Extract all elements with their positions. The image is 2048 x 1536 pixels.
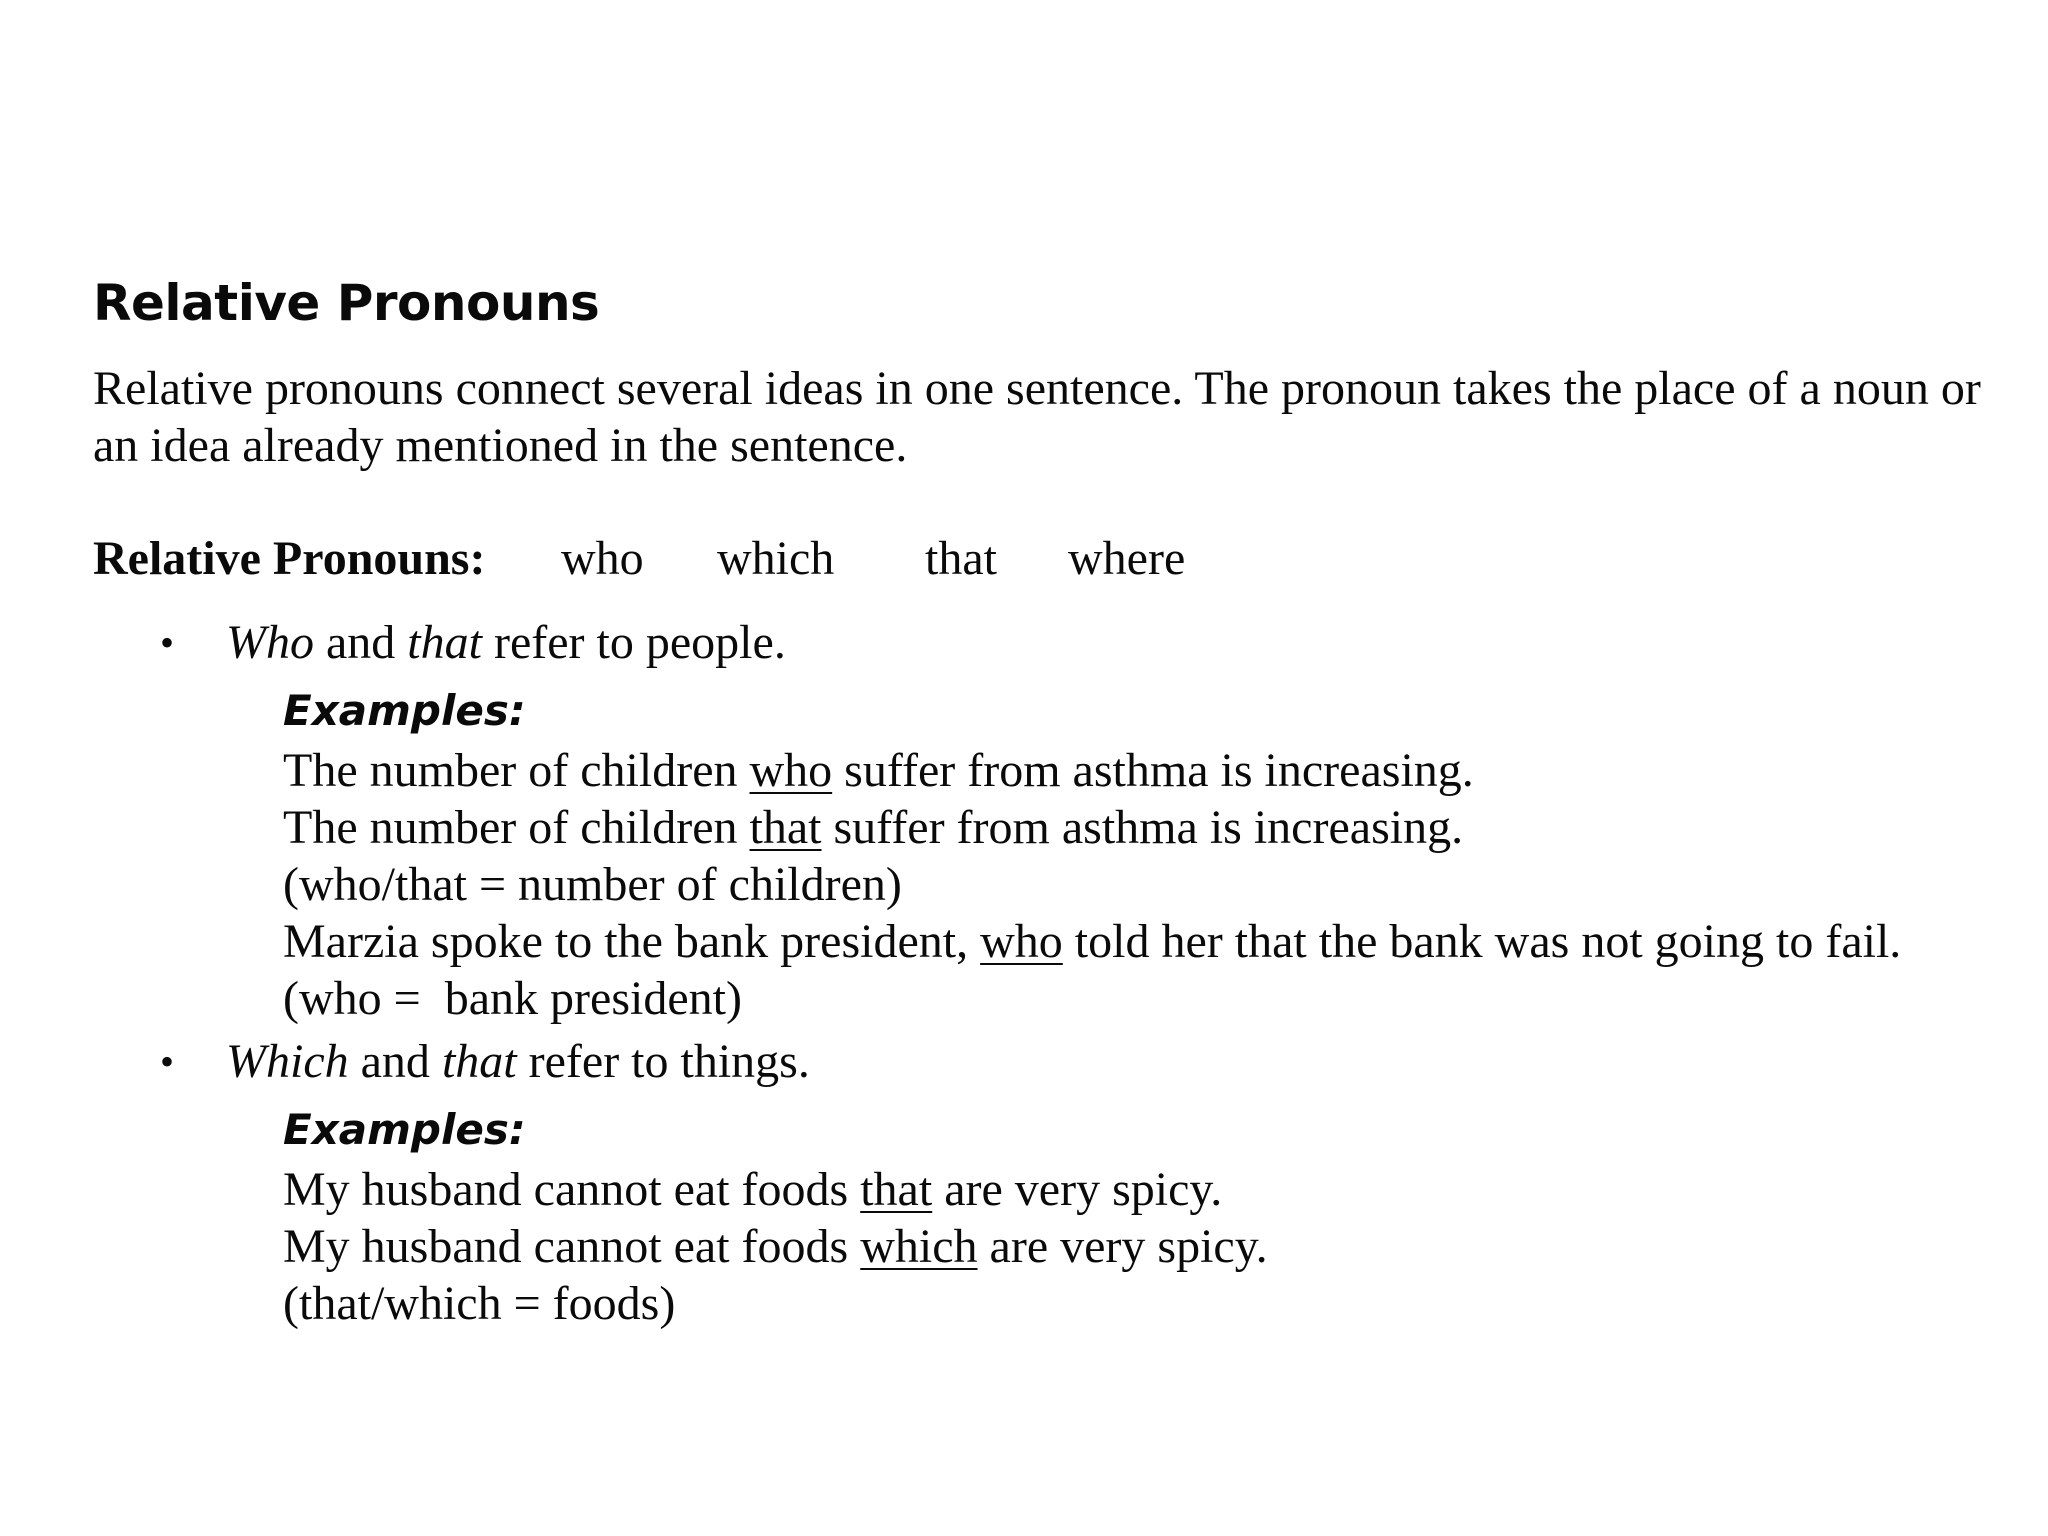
example-sentence: The number of children that suffer from asthma is increasing.	[283, 801, 1464, 854]
example-note: (who/that = number of children)	[283, 858, 902, 911]
intro-paragraph	[93, 360, 1981, 474]
rule-word: that	[441, 1035, 517, 1088]
examples-people	[283, 680, 1901, 1027]
underlined-pronoun: that	[749, 801, 822, 854]
rule-connector: and	[313, 616, 408, 669]
example-note: (that/which = foods)	[283, 1277, 676, 1330]
rule-rest: refer to people.	[481, 616, 786, 669]
intro-line: Relative pronouns connect several ideas in one sentence. The pronoun takes the place of a noun or	[93, 362, 1981, 415]
example-sentence: My husband cannot eat foods that are very spicy.	[283, 1163, 1223, 1216]
examples-things	[283, 1099, 1268, 1332]
underlined-pronoun: who	[980, 915, 1063, 968]
bullet-icon: •	[160, 1039, 175, 1084]
rule-things	[226, 1031, 810, 1093]
intro-line: an idea already mentioned in the sentence.	[93, 419, 908, 472]
underlined-pronoun: that	[860, 1163, 933, 1216]
underlined-pronoun: who	[749, 744, 833, 797]
pronoun-list-label: Relative Pronouns:	[93, 532, 486, 585]
examples-label: Examples:	[283, 1105, 526, 1154]
pronoun-where: where	[1068, 532, 1186, 585]
rule-word: Which	[226, 1035, 349, 1088]
example-sentence: My husband cannot eat foods which are very spicy.	[283, 1220, 1268, 1273]
page-title: Relative Pronouns	[93, 274, 600, 332]
pronoun-who: who	[561, 532, 644, 585]
rule-word: that	[407, 616, 482, 669]
bullet-icon: •	[160, 620, 175, 665]
example-sentence: Marzia spoke to the bank president, who told her that the bank was not going to fail.	[283, 915, 1902, 968]
rule-word: Who	[226, 616, 314, 669]
pronoun-that: that	[925, 532, 997, 585]
rule-people	[226, 612, 786, 674]
example-sentence: The number of children who suffer from asthma is increasing.	[283, 744, 1474, 797]
pronoun-which: which	[717, 532, 835, 585]
examples-label: Examples:	[283, 686, 526, 735]
rule-connector: and	[348, 1035, 442, 1088]
underlined-pronoun: which	[860, 1220, 978, 1273]
example-note: (who = bank president)	[283, 972, 742, 1025]
rule-rest: refer to things.	[516, 1035, 810, 1088]
